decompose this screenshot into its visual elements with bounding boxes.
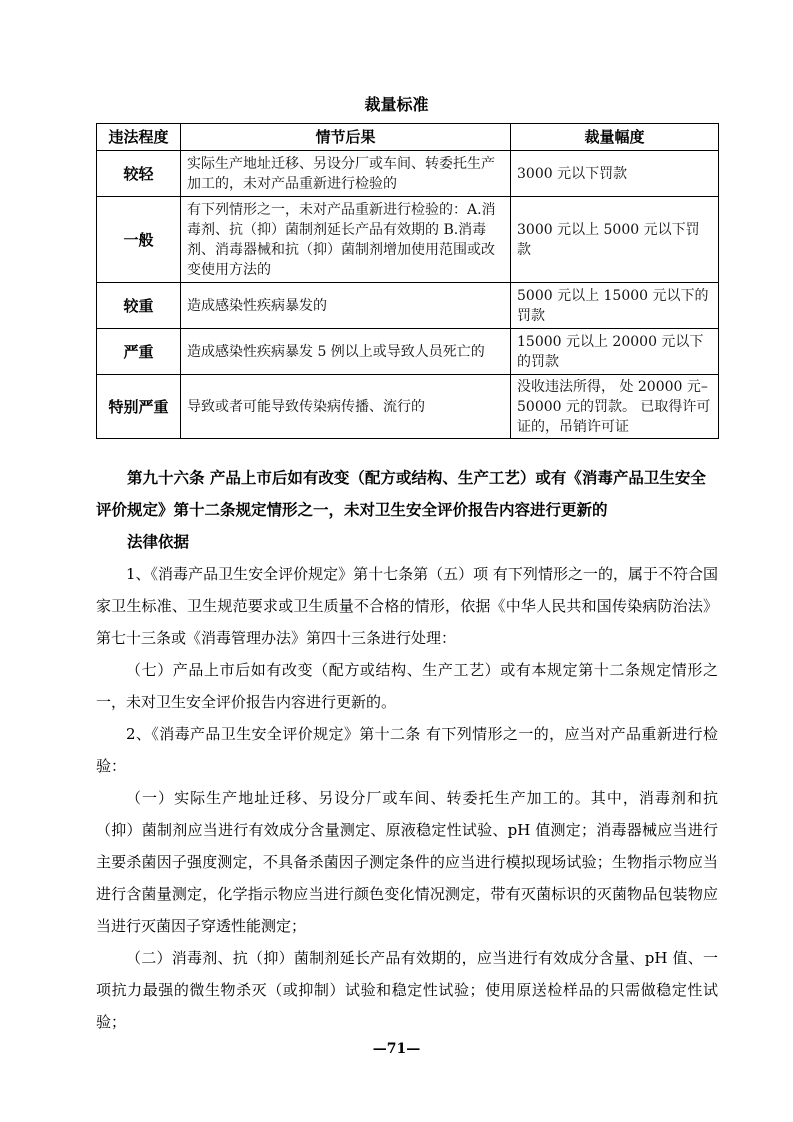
penalty-table [96, 123, 719, 439]
column-header-range: 裁量幅度 [511, 124, 719, 151]
paragraph: （七）产品上市后如有改变（配方或结构、生产工艺）或有本规定第十二条规定情形之一，未对卫生安全评价报告内容进行更新的。 [96, 661, 718, 711]
row-consequence: 有下列情形之一，未对产品重新进行检验的：A.消毒剂、抗（抑）菌制剂延长产品有效期的 B.消毒剂、消毒器械和抗（抑）菌制剂增加使用范围或改变使用方法的 [181, 197, 511, 283]
column-header-consequence: 情节后果 [181, 124, 511, 151]
row-range: 3000 元以下罚款 [511, 151, 719, 197]
article-body [96, 462, 718, 1038]
table-caption: 裁量标准 [364, 95, 429, 114]
row-level: 严重 [97, 329, 181, 375]
row-level: 较重 [97, 283, 181, 329]
row-consequence: 造成感染性疾病暴发的 [181, 283, 511, 329]
article-title: 第九十六条 产品上市后如有改变（配方或结构、生产工艺）或有《消毒产品卫生安全评价规定》第十二条规定情形之一，未对卫生安全评价报告内容进行更新的 [96, 469, 706, 519]
row-range: 没收违法所得， 处 20000 元–50000 元的罚款。 已取得许可证的，吊销许可证 [511, 375, 719, 439]
row-consequence: 实际生产地址迁移、另设分厂或车间、转委托生产加工的，未对产品重新进行检验的 [181, 151, 511, 197]
row-range: 15000 元以上 20000 元以下的罚款 [511, 329, 719, 375]
legal-basis-heading: 法律依据 [127, 533, 190, 551]
paragraph: （二）消毒剂、抗（抑）菌制剂延长产品有效期的，应当进行有效成分含量、pH 值、一项抗力最强的微生物杀灭（或抑制）试验和稳定性试验；使用原送检样品的只需做稳定性试验； [96, 949, 718, 1031]
row-consequence: 导致或者可能导致传染病传播、流行的 [181, 375, 511, 439]
table-row [97, 375, 719, 439]
table-header-row [97, 124, 719, 151]
row-level: 较轻 [97, 151, 181, 197]
row-consequence: 造成感染性疾病暴发 5 例以上或导致人员死亡的 [181, 329, 511, 375]
table-row [97, 329, 719, 375]
table-row [97, 283, 719, 329]
table-row [97, 151, 719, 197]
column-header-level: 违法程度 [97, 124, 181, 151]
row-level: 特别严重 [97, 375, 181, 439]
paragraph: 1、《消毒产品卫生安全评价规定》第十七条第（五）项 有下列情形之一的，属于不符合国家卫生标准、卫生规范要求或卫生质量不合格的情形，依据《中华人民共和国传染病防治法》第七十三条或《消毒管理办法》第四十三条进行处理： [96, 565, 718, 647]
paragraph: （一）实际生产地址迁移、另设分厂或车间、转委托生产加工的。其中，消毒剂和抗（抑）菌制剂应当进行有效成分含量测定、原液稳定性试验、pH 值测定；消毒器械应当进行主要杀菌因子强度测定，不具备杀菌因子测定条件的应当进行模拟现场试验；生物指示物应当进行含菌量测定，化学指示物应当进行颜色变化情况测定，带有灭菌标识的灭菌物品包装物应当进行灭菌因子穿透性能测定； [96, 789, 718, 935]
paragraph: 2、《消毒产品卫生安全评价规定》第十二条 有下列情形之一的，应当对产品重新进行检验： [96, 725, 718, 775]
page-number: —71— [372, 1041, 421, 1057]
row-range: 5000 元以上 15000 元以下的罚款 [511, 283, 719, 329]
table-row [97, 197, 719, 283]
row-range: 3000 元以上 5000 元以下罚款 [511, 197, 719, 283]
row-level: 一般 [97, 197, 181, 283]
